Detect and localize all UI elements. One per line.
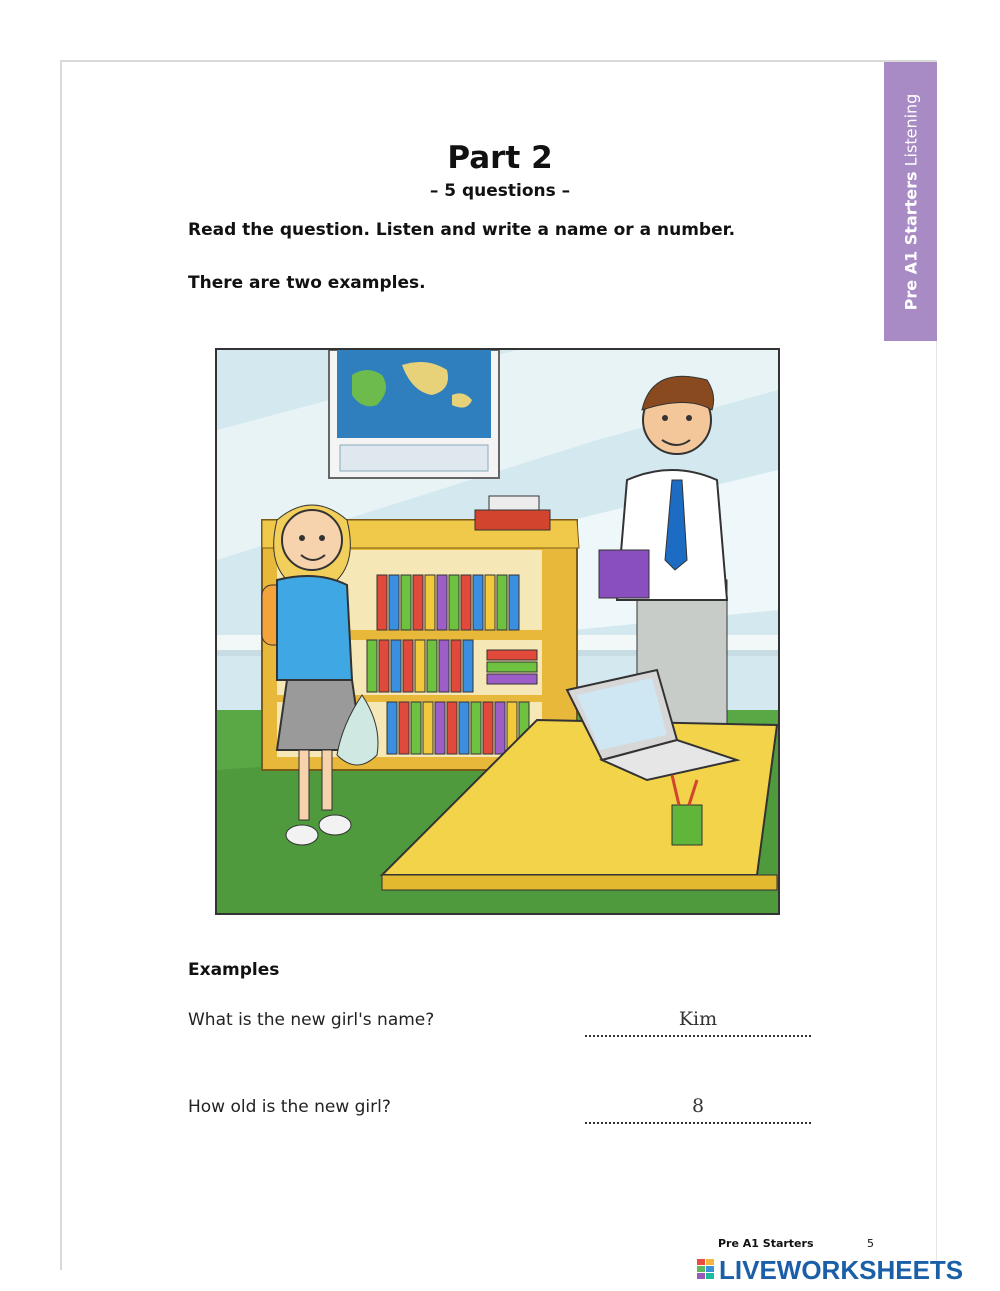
example-answer-2[interactable]: 8	[691, 1095, 705, 1117]
answer-line-1	[585, 1035, 811, 1037]
example-answer-1[interactable]: Kim	[678, 1008, 718, 1030]
example-question-2: How old is the new girl?	[188, 1097, 391, 1117]
footer-label: Pre A1 Starters	[718, 1237, 814, 1250]
answer-line-2	[585, 1122, 811, 1124]
page-number: 5	[867, 1237, 874, 1250]
side-tab-section: Listening	[901, 93, 920, 166]
side-tab	[884, 62, 937, 341]
classroom-illustration	[215, 348, 780, 915]
brand-logo[interactable]	[697, 1255, 963, 1285]
brand-name: LIVEWORKSHEETS	[719, 1254, 964, 1285]
examples-note: There are two examples.	[188, 273, 426, 293]
examples-heading: Examples	[188, 960, 280, 980]
page-subtitle: – 5 questions –	[429, 181, 571, 201]
example-question-1: What is the new girl's name?	[188, 1010, 435, 1030]
liveworksheets-logo-icon	[697, 1259, 715, 1281]
side-tab-level: Pre A1 Starters	[901, 170, 920, 310]
instruction-text: Read the question. Listen and write a name or a number.	[188, 220, 736, 240]
page-title: Part 2	[447, 140, 553, 176]
